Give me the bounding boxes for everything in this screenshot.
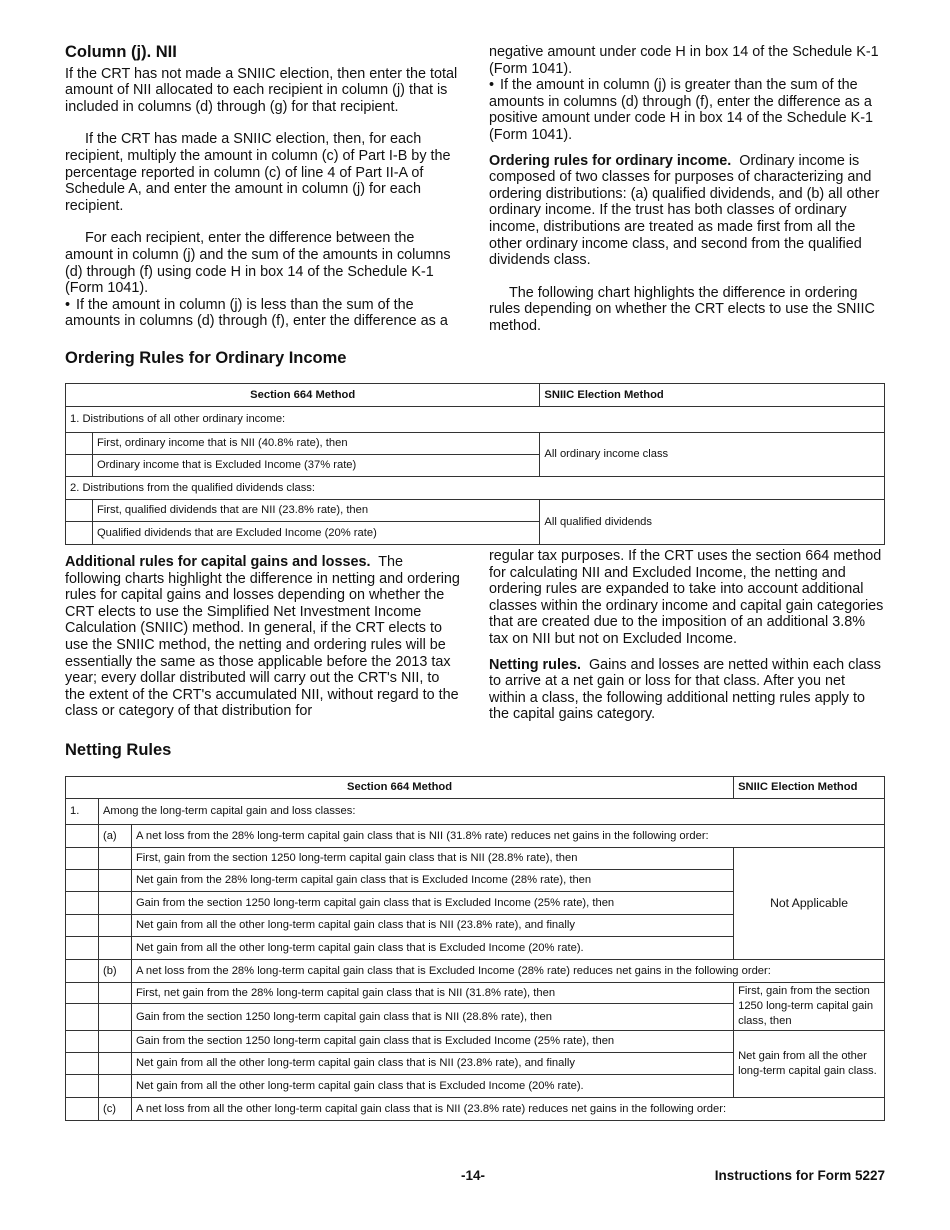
paragraph: The following chart highlights the difference in ordering rules depending on whether the CRT elects to use the SNIIC method. — [489, 284, 875, 334]
empty-cell — [98, 1075, 131, 1098]
empty-cell — [66, 870, 99, 892]
empty-cell — [66, 1031, 99, 1053]
group-label: 1. Distributions of all other ordinary income: — [66, 407, 885, 433]
netting-paragraph: Netting rules. Gains and losses are netted within each class to arrive at a net gain or loss for that class. After you net within a class, the following additional netting rules apply to the capital gains category. — [489, 656, 881, 723]
empty-cell — [98, 1053, 131, 1075]
table-cell: First, qualified dividends that are NII (23.8% rate), then — [92, 500, 539, 522]
empty-cell — [66, 1004, 99, 1031]
empty-cell — [66, 1098, 99, 1121]
empty-cell — [98, 937, 131, 960]
right-column-top — [489, 44, 885, 335]
sniic-cell: Net gain from all the other long-term capital gain class. — [734, 1031, 885, 1098]
netting-rules-table — [65, 776, 885, 1121]
empty-cell — [98, 848, 131, 870]
sniic-cell: First, gain from the section 1250 long-term capital gain class, then — [734, 983, 885, 1031]
paragraph: negative amount under code H in box 14 of the Schedule K-1 (Form 1041). — [489, 44, 879, 77]
ordering-rules-paragraph: Ordering rules for ordinary income. Ordinary income is composed of two classes for purposes of characterizing and ordering distributions: (a) qualified dividends, and (b) all other ordinary income. If the trust has both classes of ordinary income, distributions are treated as made first from all the other ordinary income class, and second from the qualified dividends class. — [489, 152, 880, 269]
table-cell: A net loss from all the other long-term capital gain class that is NII (23.8% rate) reduces net gains in the following order: — [131, 1098, 884, 1121]
indent-cell — [66, 522, 93, 545]
left-column-top — [65, 44, 461, 330]
form-title: Instructions for Form 5227 — [714, 1168, 885, 1183]
table-cell: Ordinary income that is Excluded Income (37% rate) — [92, 455, 539, 477]
paragraph: regular tax purposes. If the CRT uses the section 664 method for calculating NII and Excluded Income, the netting and ordering rules are expanded to take into account additional classes within the ordinary income and capital gain categories that are created due to the imposition of an additional 3.8% tax on NII but not on Excluded Income. — [489, 548, 884, 647]
bullet-item: • If the amount in column (j) is less than the sum of the amounts in columns (d) through (f), enter the difference as a — [65, 297, 461, 330]
table-cell: A net loss from the 28% long-term capital gain class that is Excluded Income (28% rate) reduces net gains in the following order: — [131, 960, 884, 983]
run-in-heading: Ordering rules for ordinary income. — [489, 152, 732, 169]
run-in-heading: Additional rules for capital gains and losses. — [65, 554, 371, 570]
empty-cell — [66, 892, 99, 915]
table-cell: First, ordinary income that is NII (40.8% rate), then — [92, 433, 539, 455]
table-row: Net gain from all the other long-term capital gain class that is NII (23.8% rate), and finally — [131, 915, 733, 937]
table-cell: Among the long-term capital gain and loss classes: — [98, 799, 884, 825]
bullet-item: • If the amount in column (j) is greater than the sum of the amounts in columns (d) through (f), enter the difference as a positive amount under code H in box 14 of the Schedule K-1 (Form 1041). — [489, 77, 885, 143]
sniic-cell: All qualified dividends — [540, 500, 885, 545]
empty-cell — [66, 1075, 99, 1098]
section-heading: Netting Rules — [65, 741, 172, 759]
table-row: Net gain from all the other long-term capital gain class that is Excluded Income (20% rate). — [131, 1075, 733, 1098]
column-j-heading: Column (j). NII — [65, 43, 177, 61]
indent-cell — [66, 455, 93, 477]
sub-label: (b) — [98, 960, 131, 983]
section-heading: Ordering Rules for Ordinary Income — [65, 349, 347, 367]
column-header: Section 664 Method — [66, 384, 540, 407]
indent-cell — [66, 433, 93, 455]
table-row: Gain from the section 1250 long-term capital gain class that is NII (28.8% rate), then — [131, 1004, 733, 1031]
table-row: Gain from the section 1250 long-term capital gain class that is Excluded Income (25% rate), then — [131, 1031, 733, 1053]
paragraph: For each recipient, enter the difference between the amount in column (j) and the sum of the amounts in columns (d) through (f) using code H in box 14 of the Schedule K-1 (Form 1041). — [65, 230, 451, 297]
empty-cell — [98, 892, 131, 915]
group-label: 2. Distributions from the qualified dividends class: — [66, 477, 885, 500]
sniic-cell: Not Applicable — [734, 848, 885, 960]
capital-gains-paragraph: Additional rules for capital gains and losses. The following charts highlight the difference in netting and ordering rules for capital gains and losses depending on whether the CRT elects to use the Simplified Net Investment Income Calculation (SNIIC) method. In general, if the CRT elects to use the SNIIC method, the netting and ordering rules will be essentially the same as those applicable before the 2013 tax year; every dollar distributed will carry out the CRT's NII, to the extent of the CRT's accumulated NII, without regard to the class or category of that distribution for — [65, 554, 460, 720]
empty-cell — [98, 915, 131, 937]
paragraph: If the CRT has made a SNIIC election, then, for each recipient, multiply the amount in column (c) of Part I-B by the percentage reported in column (c) of line 4 of Part II-A of Schedule A, and enter the amount in column (j) for each recipient. — [65, 131, 451, 214]
table-row: First, net gain from the 28% long-term capital gain class that is NII (31.8% rate), then — [131, 983, 733, 1004]
indent-cell — [66, 500, 93, 522]
table-row: First, gain from the section 1250 long-term capital gain class that is NII (28.8% rate), then — [131, 848, 733, 870]
empty-cell — [66, 983, 99, 1004]
empty-cell — [66, 1053, 99, 1075]
empty-cell — [66, 825, 99, 848]
run-in-heading: Netting rules. — [489, 656, 581, 673]
empty-cell — [66, 848, 99, 870]
table-cell: Qualified dividends that are Excluded Income (20% rate) — [92, 522, 539, 545]
table-row: Net gain from all the other long-term capital gain class that is NII (23.8% rate), and finally — [131, 1053, 733, 1075]
table-cell: A net loss from the 28% long-term capital gain class that is NII (31.8% rate) reduces net gains in the following order: — [131, 825, 884, 848]
row-number: 1. — [66, 799, 99, 825]
empty-cell — [98, 870, 131, 892]
empty-cell — [98, 983, 131, 1004]
empty-cell — [66, 937, 99, 960]
empty-cell — [66, 915, 99, 937]
column-header: SNIIC Election Method — [540, 384, 885, 407]
empty-cell — [98, 1004, 131, 1031]
empty-cell — [98, 1031, 131, 1053]
left-column-middle — [65, 554, 461, 720]
table-row: Gain from the section 1250 long-term capital gain class that is Excluded Income (25% rate), then — [131, 892, 733, 915]
column-header: Section 664 Method — [66, 777, 734, 799]
ordering-rules-table — [65, 383, 885, 545]
sub-label: (a) — [98, 825, 131, 848]
page-number: -14- — [461, 1168, 486, 1183]
table-row: Net gain from the 28% long-term capital gain class that is Excluded Income (28% rate), then — [131, 870, 733, 892]
sub-label: (c) — [98, 1098, 131, 1121]
table-row: Net gain from all the other long-term capital gain class that is Excluded Income (20% rate). — [131, 937, 733, 960]
right-column-middle — [489, 548, 885, 723]
column-header: SNIIC Election Method — [734, 777, 885, 799]
sniic-cell: All ordinary income class — [540, 433, 885, 477]
empty-cell — [66, 960, 99, 983]
paragraph: If the CRT has not made a SNIIC election, then enter the total amount of NII allocated to each recipient in column (j) that is included in columns (d) through (g) for that recipient. — [65, 65, 458, 115]
